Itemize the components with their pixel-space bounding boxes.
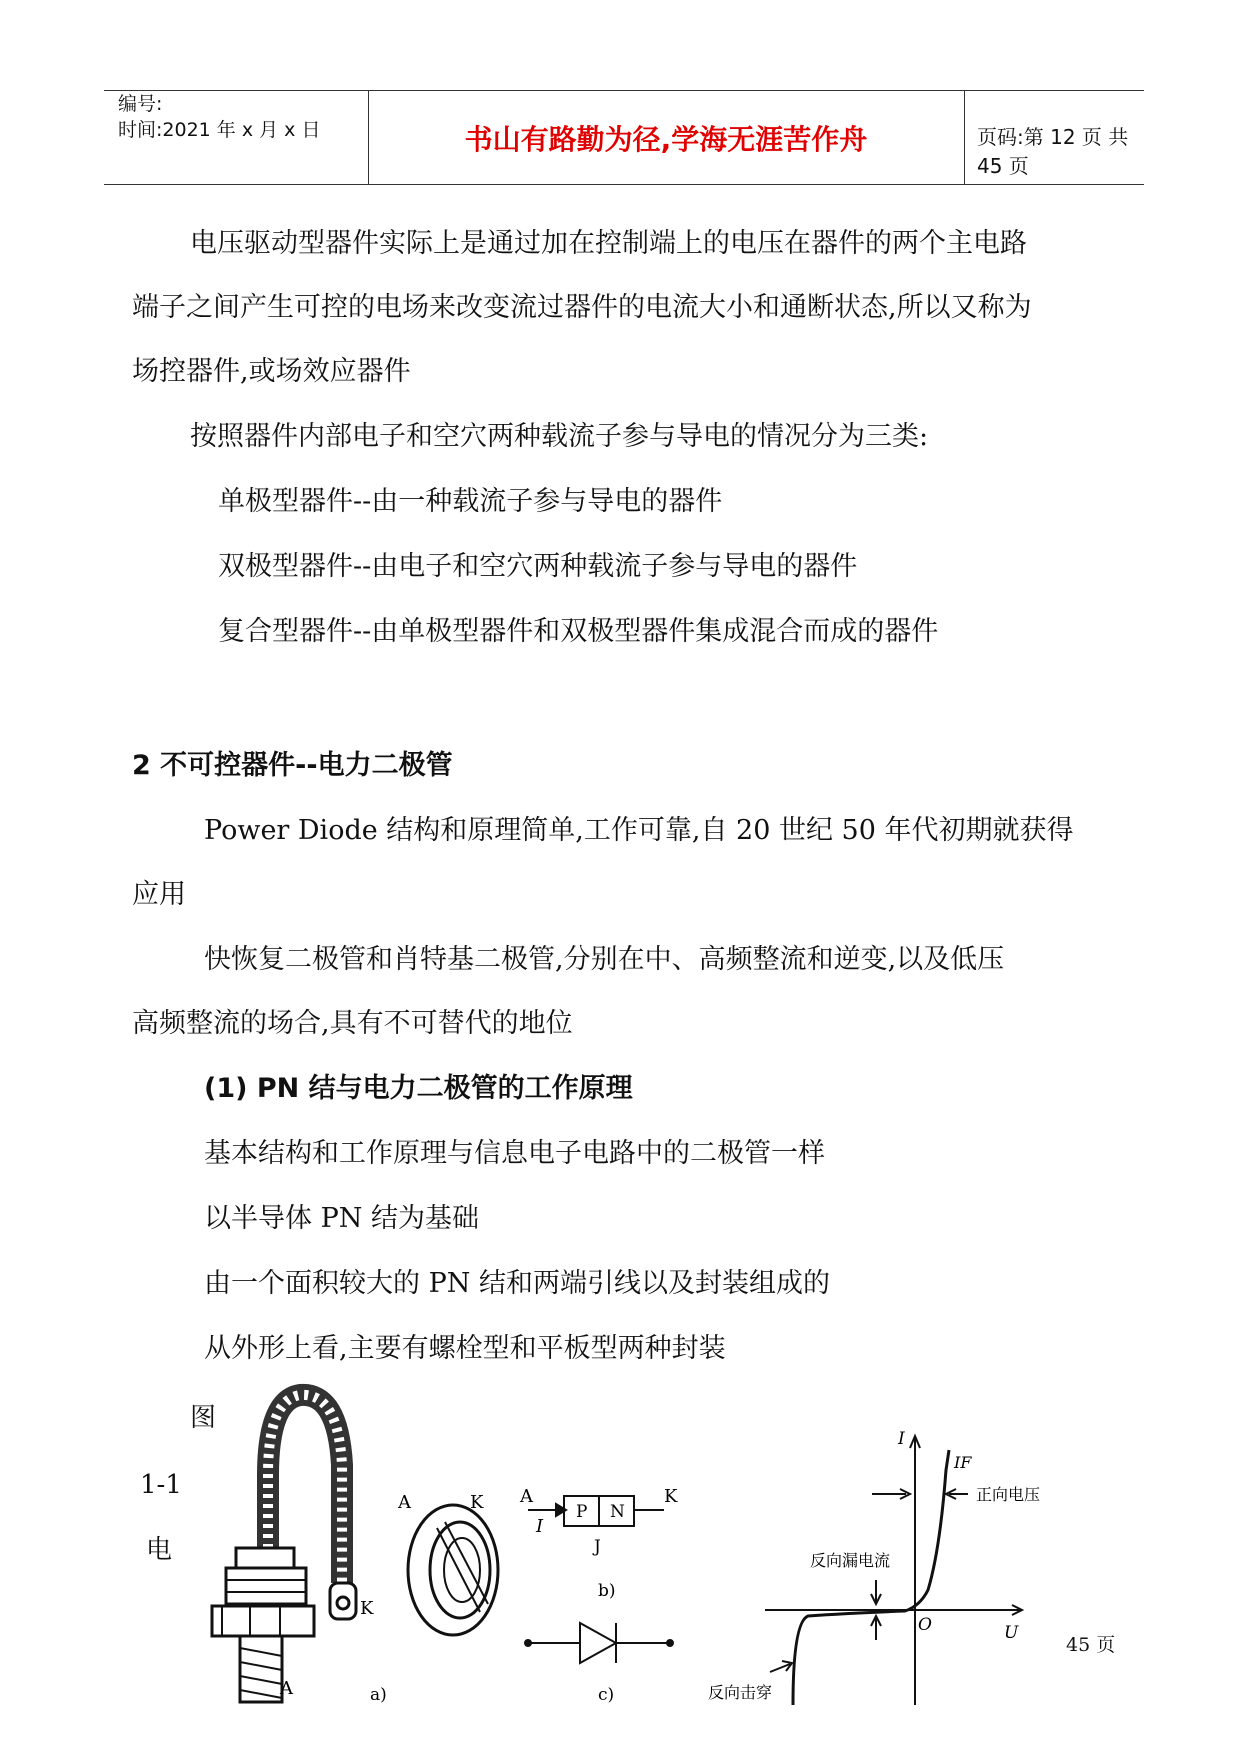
label-forward-voltage: 正向电压 (976, 1485, 1041, 1504)
section-title: 2 不可控器件--电力二极管 (132, 750, 453, 781)
list-item: 复合型器件--由单极型器件和双极型器件集成混合而成的器件 (218, 616, 939, 647)
paragraph-line: 以半导体 PN 结为基础 (204, 1203, 479, 1234)
axis-label-u: U (1004, 1623, 1019, 1643)
stud-diode-drawing (212, 1395, 356, 1702)
iv-curve (765, 1436, 1022, 1705)
paragraph-line: 由一个面积较大的 PN 结和两端引线以及封装组成的 (204, 1268, 830, 1299)
paragraph-line: 从外形上看,主要有螺栓型和平板型两种封装 (204, 1333, 726, 1364)
pn-label-a: A (520, 1486, 533, 1507)
time-label: 时间:2021 年 x 月 x 日 (118, 119, 321, 141)
pn-label-n: N (610, 1502, 625, 1522)
list-item: 单极型器件--由一种载流子参与导电的器件 (218, 486, 723, 517)
figure-side-char: 图 (190, 1403, 217, 1433)
pn-label-j: J (594, 1537, 601, 1557)
header-motto: 书山有路勤为径,学海无涯苦作舟 (464, 122, 868, 156)
subsection-title: (1) PN 结与电力二极管的工作原理 (204, 1073, 633, 1104)
disc-label-k: K (470, 1492, 484, 1513)
pn-junction-drawing (528, 1496, 664, 1526)
diode-symbol (525, 1623, 673, 1663)
caption-c: c) (598, 1685, 615, 1705)
pn-label-k: K (664, 1486, 678, 1507)
diode-terminal-label-k: K (360, 1598, 374, 1619)
caption-a: a) (370, 1685, 387, 1705)
page-number-label: 页码:第 12 页 共 45 页 (977, 125, 1129, 178)
pn-label-p: P (576, 1502, 588, 1522)
paragraph-line: 按照器件内部电子和空穴两种载流子参与导电的情况分为三类: (190, 421, 929, 452)
paragraph-line: 高频整流的场合,具有不可替代的地位 (132, 1008, 573, 1039)
list-item: 双极型器件--由电子和空穴两种载流子参与导电的器件 (218, 551, 858, 582)
axis-label-i: I (898, 1429, 905, 1449)
number-label: 编号: (118, 93, 163, 115)
paragraph-line: 基本结构和工作原理与信息电子电路中的二极管一样 (204, 1138, 825, 1169)
figure-side-number: 1-1 (140, 1470, 182, 1500)
label-reverse-breakdown: 反向击穿 (708, 1683, 773, 1702)
diode-terminal-label-a: A (280, 1678, 293, 1699)
disc-label-a: A (398, 1492, 411, 1513)
paragraph-line: 快恢复二极管和肖特基二极管,分别在中、高频整流和逆变,以及低压 (204, 944, 1005, 975)
paragraph-line: 场控器件,或场效应器件 (132, 356, 411, 387)
label-reverse-leakage: 反向漏电流 (810, 1551, 891, 1570)
paragraph-line: 端子之间产生可控的电场来改变流过器件的电流大小和通断状态,所以又称为 (132, 292, 1032, 323)
page-footer: 45 页 (1066, 1634, 1116, 1656)
caption-b: b) (598, 1581, 616, 1601)
disc-diode-drawing (408, 1505, 498, 1635)
figure-side-char: 电 (146, 1535, 173, 1565)
paragraph-line: Power Diode 结构和原理简单,工作可靠,自 20 世纪 50 年代初期就获得 (204, 815, 1074, 846)
axis-label-origin: O (918, 1615, 932, 1635)
pn-label-i: I (536, 1516, 544, 1537)
paragraph-line: 应用 (132, 879, 186, 910)
axis-label-if: IF (954, 1453, 972, 1472)
paragraph-line: 电压驱动型器件实际上是通过加在控制端上的电压在器件的两个主电路 (190, 228, 1027, 259)
